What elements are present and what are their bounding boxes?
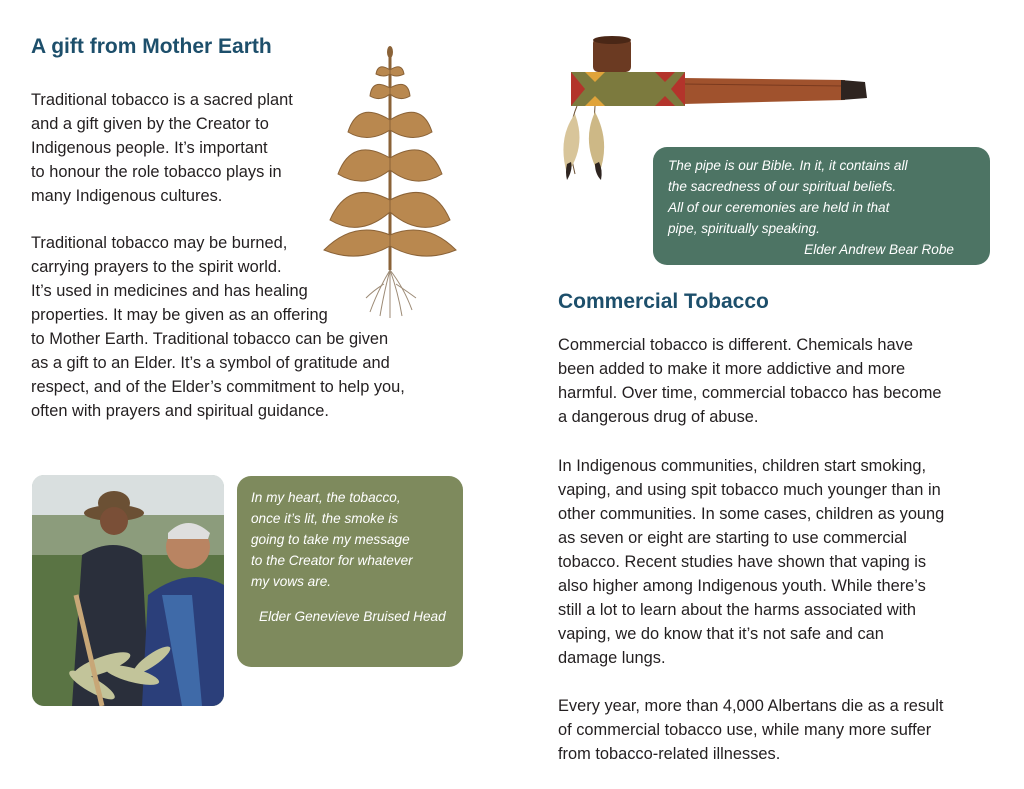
section-heading-commercial: Commercial Tobacco xyxy=(558,290,769,313)
section-heading-gift: A gift from Mother Earth xyxy=(31,35,272,58)
paragraph-indigenous-youth: In Indigenous communities, children start smoking, vaping, and using spit tobacco much younger than in other communities. In some cases, children as young as seven or eight are starting to use commercial tobacco. Recent studies have shown that vaping is also higher among Indigenous youth. While there’s still a lot to learn about the harms associated with vaping, we do know that it’s not safe and can damage lungs. xyxy=(558,457,945,667)
quote-box-genevieve: In my heart, the tobacco, once it’s lit, the smoke is going to take my message to the Creator for whatever my vows are. Elder Genevieve Bruised Head xyxy=(237,476,463,667)
quote-box-andrew: The pipe is our Bible. In it, it contains all the sacredness of our spiritual beliefs. All of our ceremonies are held in that pipe, spiritually speaking. Elder Andrew Bear Robe xyxy=(653,147,990,265)
paragraph-albertans-deaths: Every year, more than 4,000 Albertans die as a result of commercial tobacco use, while many more suffer from tobacco-related illnesses. xyxy=(558,697,944,763)
tobacco-plant-illustration xyxy=(318,40,463,320)
paragraph-traditional-uses: Traditional tobacco may be burned, carrying prayers to the spirit world. It’s used in medicines and has healing properties. It may be given as an offering to Mother Earth. Traditional tobacco can be given as a gift to an Elder. It’s a symbol of gratitude and respect, and of the Elder’s commitment to help you, often with prayers and spiritual guidance. xyxy=(31,234,405,420)
paragraph-traditional-tobacco: Traditional tobacco is a sacred plant and a gift given by the Creator to Indigenous people. It’s important to honour the role tobacco plays in many Indigenous cultures. xyxy=(31,91,293,205)
paragraph-commercial-different: Commercial tobacco is different. Chemicals have been added to make it more addictive and more harmful. Over time, commercial tobacco has become a dangerous drug of abuse. xyxy=(558,336,942,426)
quote-attribution: Elder Andrew Bear Robe xyxy=(804,242,954,257)
quote-attribution: Elder Genevieve Bruised Head xyxy=(259,609,446,624)
elders-photo xyxy=(32,475,224,706)
